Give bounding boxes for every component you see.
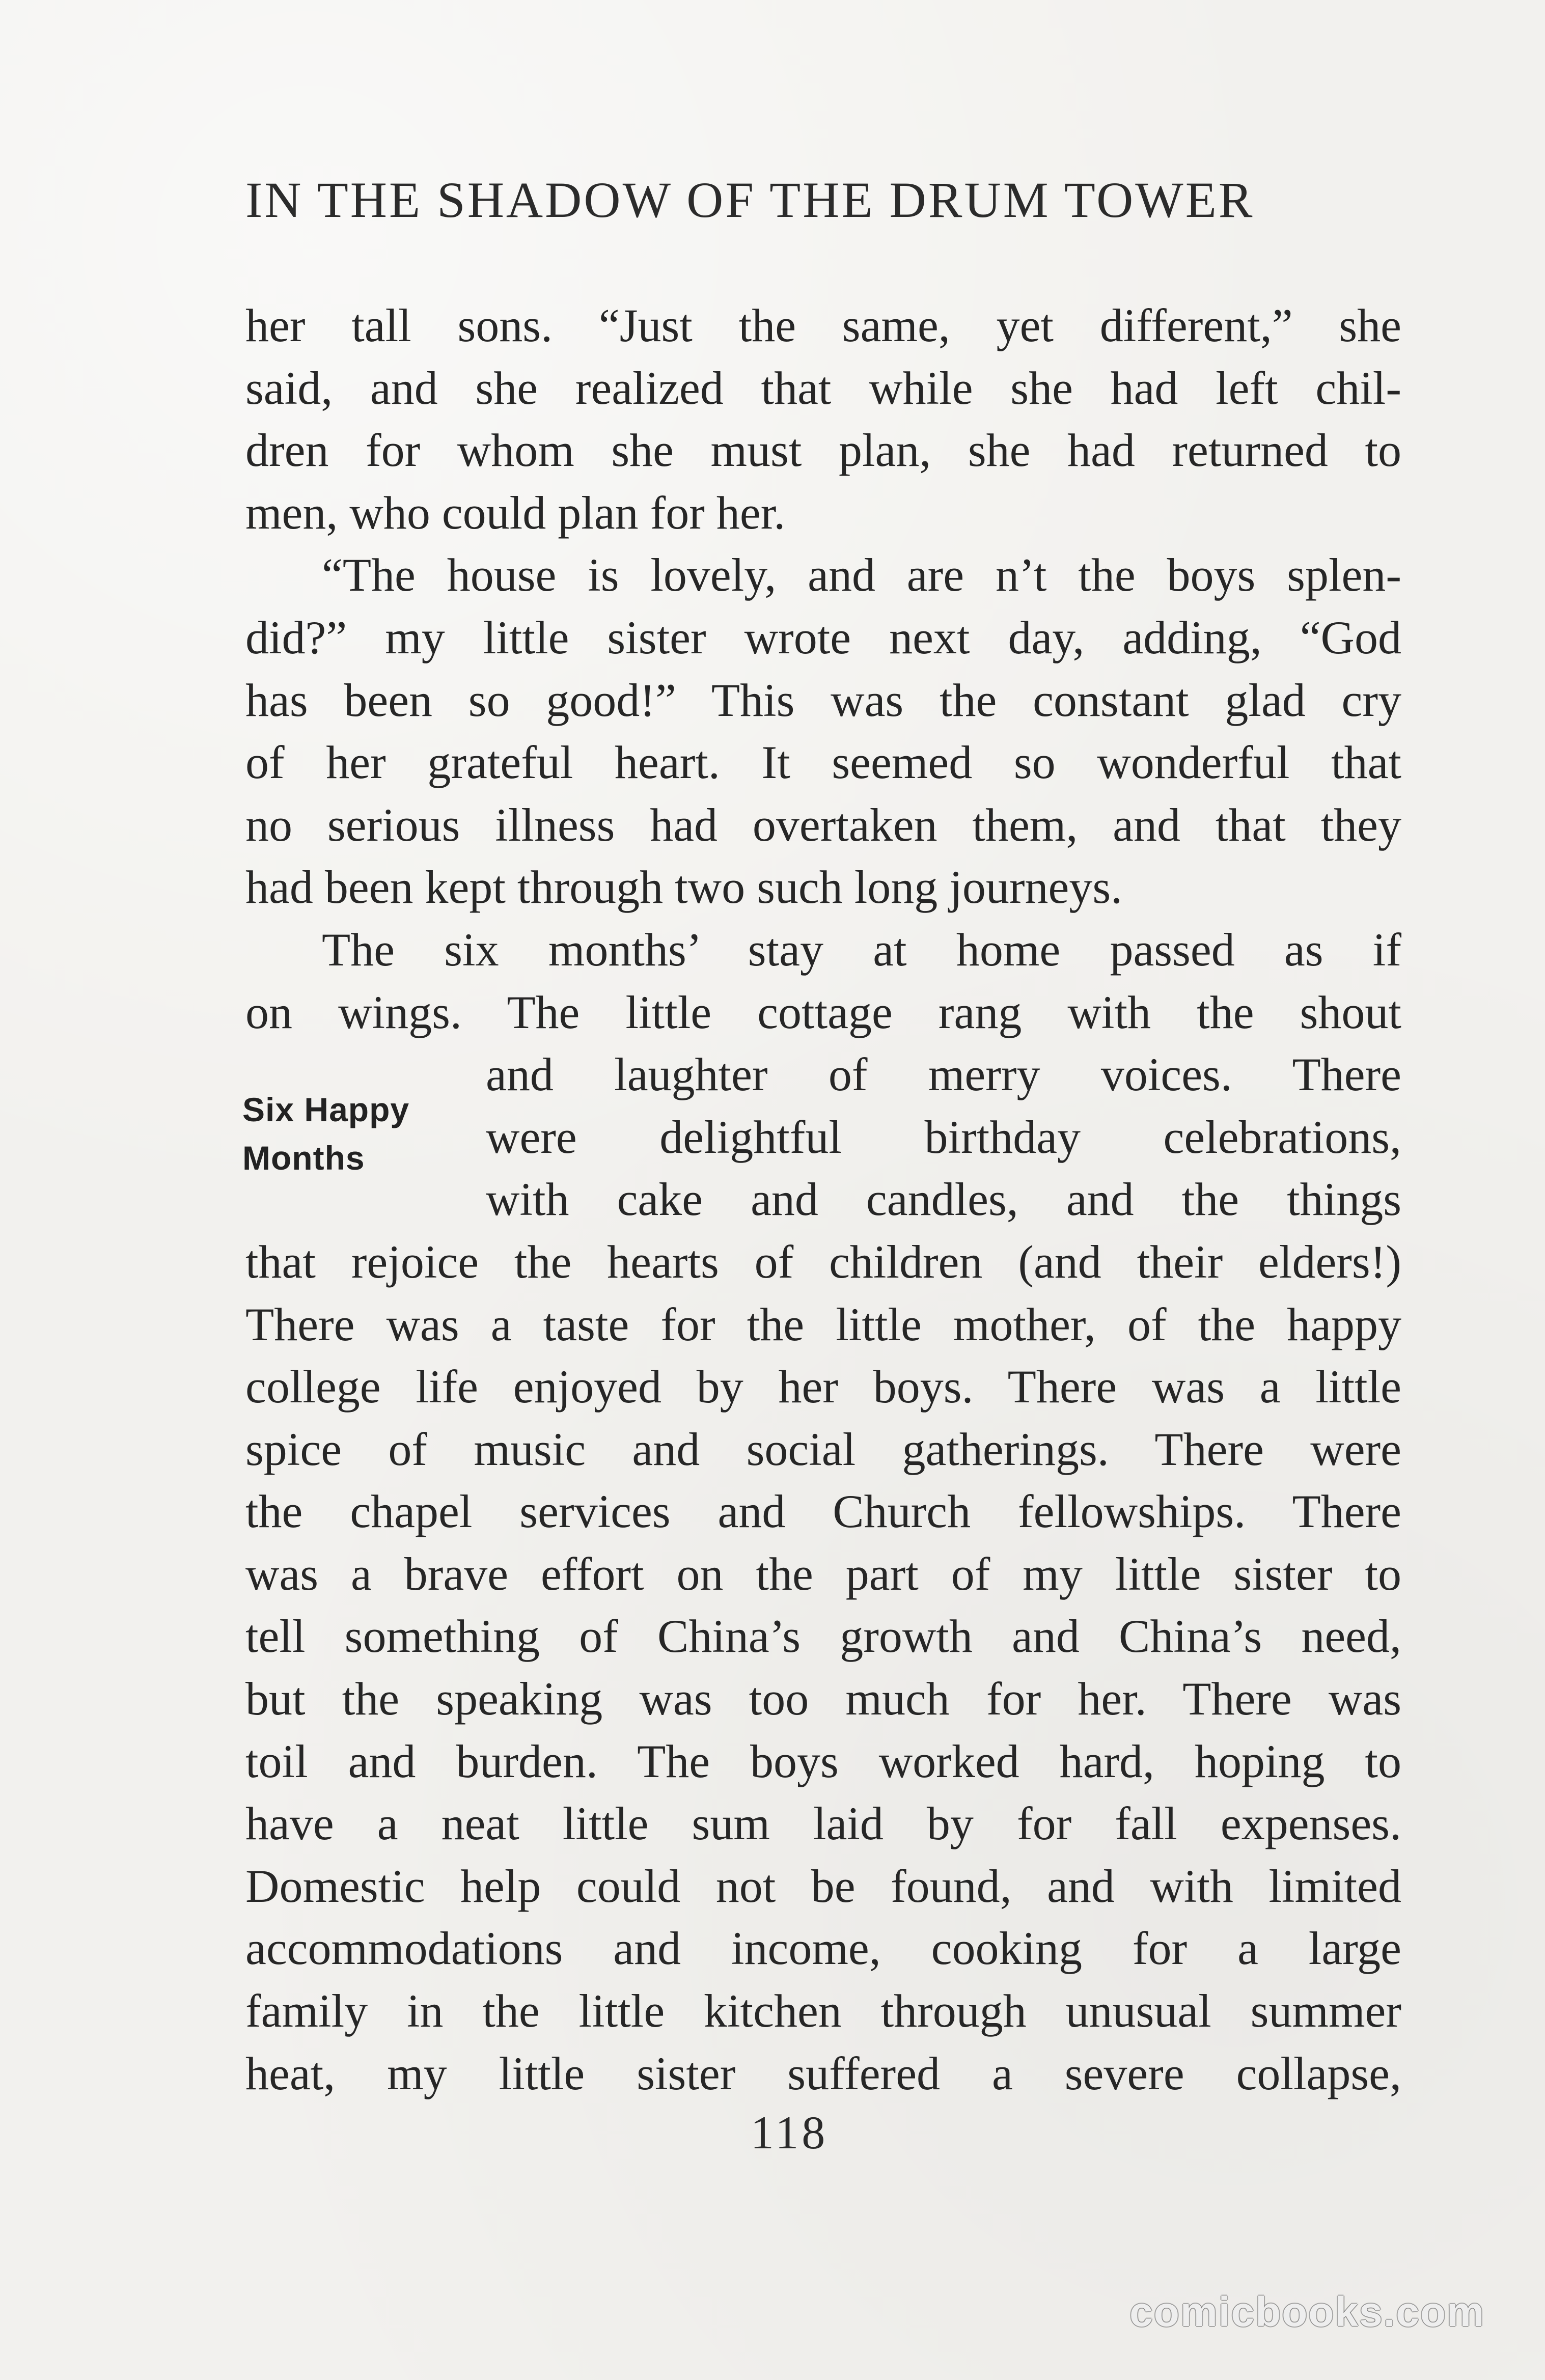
site-watermark: comicbooks.com [1129, 2289, 1485, 2335]
body-line: had been kept through two such long journeys. [245, 861, 1123, 914]
body-line: did?” my little sister wrote next day, adding, “God [245, 611, 1401, 663]
body-line: men, who could plan for her. [245, 486, 786, 539]
body-line: accommodations and income, cooking for a large [245, 1922, 1401, 1975]
body-line: college life enjoyed by her boys. There was a little [245, 1361, 1401, 1413]
body-line: There was a taste for the little mother, of the happy [245, 1298, 1401, 1350]
body-line: has been so good!” This was the constant glad cry [245, 674, 1401, 726]
body-line: were delightful birthday celebrations, [486, 1111, 1401, 1163]
body-line: her tall sons. “Just the same, yet different,” she [245, 299, 1401, 351]
body-line: with cake and candles, and the things [486, 1173, 1401, 1226]
page-body [245, 294, 1401, 2105]
body-line: toil and burden. The boys worked hard, hoping to [245, 1735, 1401, 1787]
body-line: spice of music and social gatherings. There were [245, 1423, 1401, 1475]
body-line: said, and she realized that while she had left chil- [245, 362, 1401, 414]
body-line: The six months’ stay at home passed as if [322, 923, 1401, 976]
body-line: heat, my little sister suffered a severe collapse, [245, 2047, 1401, 2099]
body-line: dren for whom she must plan, she had returned to [245, 424, 1401, 477]
body-line: and laughter of merry voices. There [486, 1048, 1401, 1101]
body-line: family in the little kitchen through unusual summer [245, 1985, 1401, 2037]
body-line: was a brave effort on the part of my little sister to [245, 1547, 1401, 1600]
body-line: Domestic help could not be found, and with limited [245, 1860, 1401, 1912]
body-line: but the speaking was too much for her. There was [245, 1673, 1401, 1725]
running-head: IN THE SHADOW OF THE DRUM TOWER [245, 172, 1255, 228]
page-number: 118 [750, 2107, 829, 2158]
body-line: that rejoice the hearts of children (and their elders!) [245, 1235, 1401, 1288]
body-line: of her grateful heart. It seemed so wonderful that [245, 736, 1401, 789]
body-line: the chapel services and Church fellowships. There [245, 1485, 1401, 1538]
body-line: “The house is lovely, and are n’t the boys splen- [322, 549, 1401, 601]
body-line: no serious illness had overtaken them, and that they [245, 798, 1401, 851]
margin-note-line-1: Six Happy [242, 1091, 410, 1128]
body-line: tell something of China’s growth and China’s need, [245, 1610, 1401, 1663]
body-line: on wings. The little cottage rang with the shout [245, 986, 1401, 1038]
margin-note-line-2: Months [242, 1139, 365, 1177]
body-line: have a neat little sum laid by for fall expenses. [245, 1797, 1401, 1850]
